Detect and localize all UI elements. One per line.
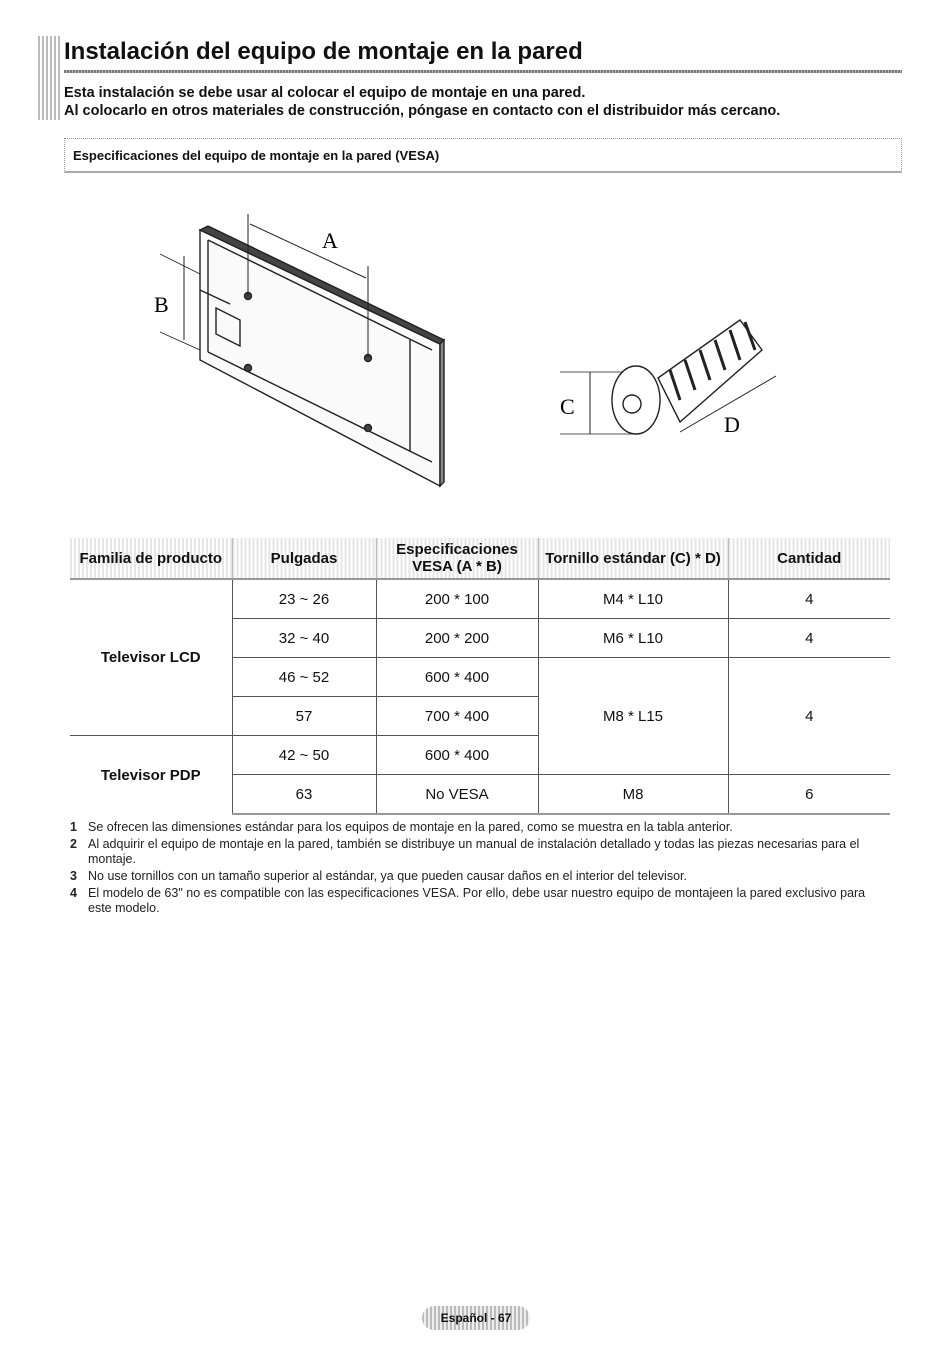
intro-line-2: Al colocarlo en otros materiales de construcción, póngase en contacto con el distribuidor más cercano. bbox=[64, 103, 781, 119]
list-item bbox=[70, 886, 890, 916]
note-number: 2 bbox=[70, 837, 77, 851]
label-a: A bbox=[322, 228, 338, 253]
header-screw: Tornillo estándar (C) * D) bbox=[538, 538, 728, 579]
mount-diagram bbox=[140, 200, 820, 500]
page-title: Instalación del equipo de montaje en la pared bbox=[64, 38, 583, 65]
cell-vesa: 600 * 400 bbox=[376, 658, 538, 697]
title-bar bbox=[38, 36, 902, 72]
title-decoration bbox=[38, 36, 60, 120]
cell-screw: M8 * L15 bbox=[538, 658, 728, 775]
footnotes bbox=[70, 820, 890, 918]
note-text: Al adquirir el equipo de montaje en la pared, también se distribuye un manual de instalación detallado y todas las piezas necesarias para el montaje. bbox=[88, 837, 860, 866]
title-rule bbox=[64, 70, 902, 73]
list-item bbox=[70, 820, 890, 835]
cell-inches: 42 ~ 50 bbox=[232, 736, 376, 775]
cell-qty: 6 bbox=[728, 775, 890, 815]
label-c: C bbox=[560, 394, 575, 419]
cell-screw: M8 bbox=[538, 775, 728, 815]
page-footer: Español - 67 bbox=[422, 1306, 530, 1330]
note-text: Se ofrecen las dimensiones estándar para los equipos de montaje en la pared, como se muestra en la tabla anterior. bbox=[88, 820, 733, 834]
intro bbox=[64, 84, 904, 120]
table-header-row bbox=[70, 538, 890, 579]
cell-inches: 63 bbox=[232, 775, 376, 815]
screw-illustration bbox=[560, 320, 776, 434]
cell-qty: 4 bbox=[728, 579, 890, 619]
spec-heading: Especificaciones del equipo de montaje en la pared (VESA) bbox=[73, 148, 440, 163]
note-number: 4 bbox=[70, 886, 77, 900]
table-row bbox=[70, 579, 890, 619]
note-number: 3 bbox=[70, 869, 77, 883]
cell-inches: 32 ~ 40 bbox=[232, 619, 376, 658]
label-d: D bbox=[724, 412, 740, 437]
header-product-family: Familia de producto bbox=[70, 538, 232, 579]
family-lcd: Televisor LCD bbox=[70, 579, 232, 736]
vesa-spec-table bbox=[70, 538, 890, 815]
cell-inches: 23 ~ 26 bbox=[232, 579, 376, 619]
cell-vesa: 600 * 400 bbox=[376, 736, 538, 775]
cell-qty: 4 bbox=[728, 658, 890, 775]
cell-vesa: 200 * 200 bbox=[376, 619, 538, 658]
cell-vesa: No VESA bbox=[376, 775, 538, 815]
spec-heading-box bbox=[64, 138, 902, 173]
list-item bbox=[70, 837, 890, 867]
note-text: El modelo de 63" no es compatible con las especificaciones VESA. Por ello, debe usar nuestro equipo de montajeen la pared exclusivo para este modelo. bbox=[88, 886, 866, 915]
cell-inches: 57 bbox=[232, 697, 376, 736]
note-number: 1 bbox=[70, 820, 77, 834]
header-vesa: Especificaciones VESA (A * B) bbox=[376, 538, 538, 579]
list-item bbox=[70, 869, 890, 884]
label-b: B bbox=[154, 292, 169, 317]
cell-vesa: 200 * 100 bbox=[376, 579, 538, 619]
intro-line-1: Esta instalación se debe usar al colocar el equipo de montaje en una pared. bbox=[64, 85, 586, 101]
cell-screw: M4 * L10 bbox=[538, 579, 728, 619]
header-quantity: Cantidad bbox=[728, 538, 890, 579]
note-text: No use tornillos con un tamaño superior al estándar, ya que pueden causar daños en el interior del televisor. bbox=[88, 869, 687, 883]
cell-screw: M6 * L10 bbox=[538, 619, 728, 658]
cell-qty: 4 bbox=[728, 619, 890, 658]
cell-vesa: 700 * 400 bbox=[376, 697, 538, 736]
tv-illustration bbox=[160, 214, 444, 486]
header-inches: Pulgadas bbox=[232, 538, 376, 579]
family-pdp: Televisor PDP bbox=[70, 736, 232, 815]
cell-inches: 46 ~ 52 bbox=[232, 658, 376, 697]
